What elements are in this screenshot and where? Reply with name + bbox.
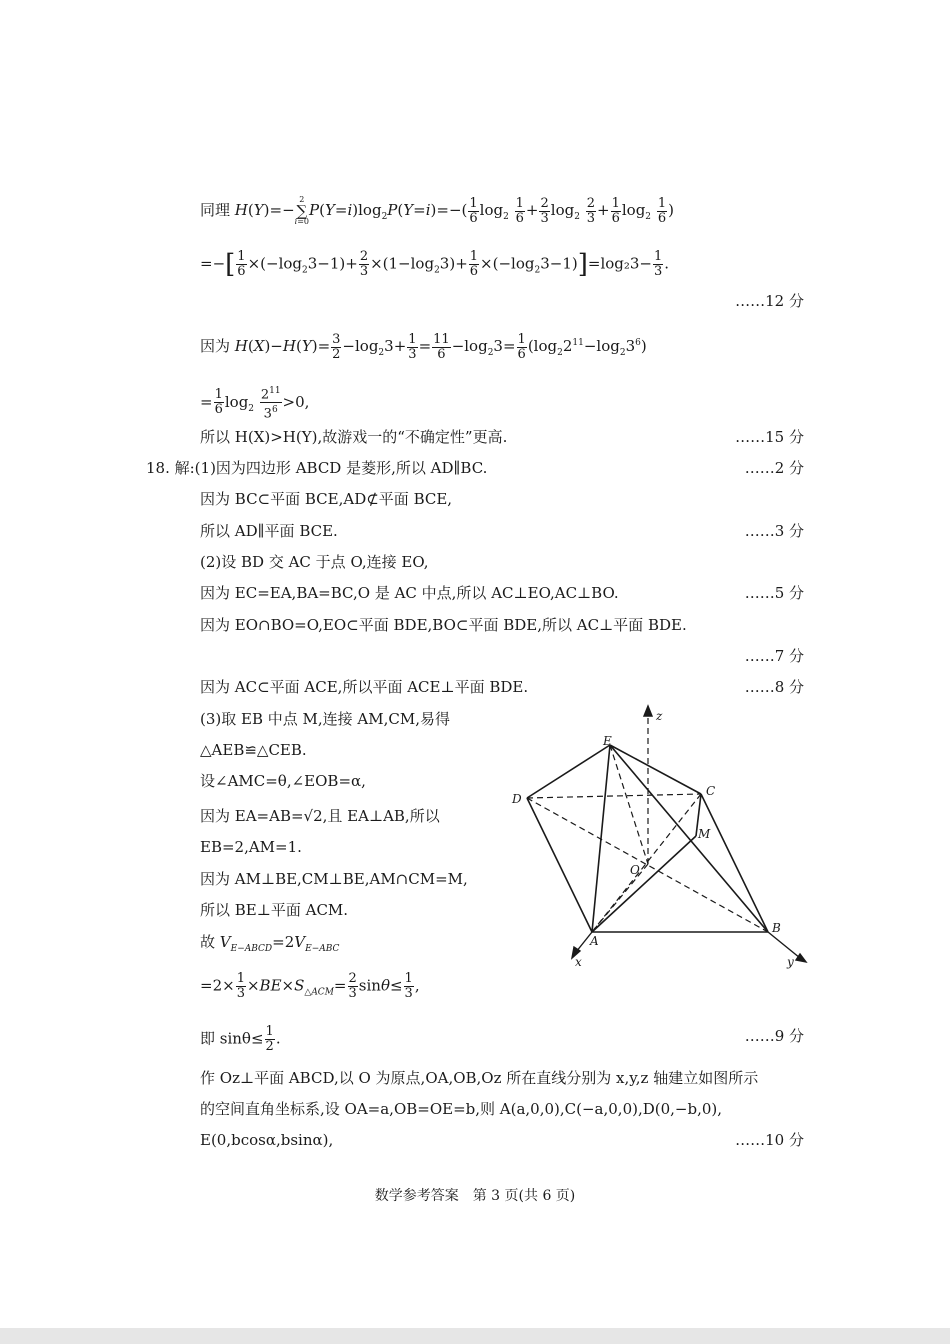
- edge-DC-hidden: [527, 794, 701, 798]
- q18-line-j: 设∠AMC=θ,∠EOB=α,: [200, 772, 366, 790]
- label-E: E: [603, 734, 612, 748]
- y-axis-solid: [768, 932, 800, 958]
- sum-symbol: 2 ∑ i=0: [294, 195, 310, 226]
- edge-EB: [610, 745, 768, 932]
- hy-result: =log₂3−: [587, 254, 652, 273]
- label-B: B: [772, 921, 781, 935]
- hx-minus-hy-line: 因为 H(X)−H(Y)= $\frac{3}{2}$ $-\log_23+$ $\frac{1}{3}$ = $\frac{11}{6}$ $-\log_23=$ $\frac{1}{6}$ $(\log_22^{11}-\log_23^6)$: [200, 331, 647, 362]
- label-C: C: [706, 784, 716, 798]
- score-10: ……10 分: [735, 1131, 804, 1149]
- conclusion-line: 所以 H(X)>H(Y),故游戏一的“不确定性”更高.: [200, 428, 508, 446]
- label-A: A: [590, 934, 599, 948]
- edge-CB: [701, 794, 768, 932]
- score-7: ……7 分: [744, 647, 804, 665]
- q18-part1-line: 18. 解:(1)因为四边形 ABCD 是菱形,所以 AD∥BC.: [146, 459, 488, 477]
- q18-line-e: 因为 EC=EA,BA=BC,O 是 AC 中点,所以 AC⊥EO,AC⊥BO.: [200, 584, 619, 602]
- hx-prefix: 因为: [200, 337, 231, 355]
- hy-definition-line: 同理 H(Y)=−2 ∑ $i=0P(Y=i)\log_2P(Y=i)=-$( $\frac{1}{6}$ $\log_2$ $\frac{1}{6}$ + $\frac{2}{3}$ $\log_2$ $\frac{2}{3}$ + $\frac{1}{6}$ $\log_2$ $\frac{1}{6}$ ): [200, 195, 674, 226]
- q18-line-b: 因为 BC⊂平面 BCE,AD⊄平面 BCE,: [200, 490, 453, 508]
- label-O: O: [630, 863, 640, 877]
- scan-bottom-strip: [0, 1328, 950, 1344]
- q18-volume-line: 故 $V_{E-ABCD}=2V_{E-ABC}$: [200, 933, 340, 954]
- z-axis-arrow: [644, 706, 652, 716]
- hy-prefix: 同理: [200, 201, 231, 219]
- label-z: z: [656, 709, 663, 723]
- q18-line-d: (2)设 BD 交 AC 于点 O,连接 EO,: [200, 553, 429, 571]
- q18-line-i: △AEB≌△CEB.: [200, 741, 307, 759]
- score-9: ……9 分: [744, 1027, 804, 1045]
- q18-line-s: 的空间直角坐标系,设 OA=a,OB=OE=b,则 A(a,0,0),C(−a,0,0),D(0,−b,0),: [200, 1100, 723, 1118]
- hy-evaluation-line: =−[ $\frac{1}{6}$ $\times(-\log_23-1)+$ $\frac{2}{3}$ $\times(1-\log_23)+$ $\frac{1}{6}$ $\times(-\log_23-1)]=\log_23-$ $\frac{1}{3}$ .: [200, 249, 670, 280]
- q18-line-c: 所以 AD∥平面 BCE.: [200, 522, 338, 540]
- sin-prefix: 即 sinθ≤: [200, 1029, 264, 1048]
- q18-line-g: 因为 AC⊂平面 ACE,所以平面 ACE⊥平面 BDE.: [200, 678, 529, 696]
- volume-prefix: 故: [200, 933, 216, 951]
- q18-line-r: 作 Oz⊥平面 ABCD,以 O 为原点,OA,OB,Oz 所在直线分别为 x,y,z 轴建立如图所示: [200, 1069, 759, 1087]
- q18-sin-line: 即 sinθ≤ $\frac{1}{2}$ .: [200, 1024, 281, 1054]
- edge-DA: [527, 798, 592, 932]
- label-D: D: [512, 792, 522, 806]
- score-5: ……5 分: [744, 584, 804, 602]
- q18-line-m: 因为 AM⊥BE,CM⊥BE,AM∩CM=M,: [200, 870, 468, 888]
- q18-line-f: 因为 EO∩BO=O,EO⊂平面 BDE,BO⊂平面 BDE,所以 AC⊥平面 BDE.: [200, 616, 687, 634]
- score-2: ……2 分: [744, 459, 804, 477]
- score-8: ……8 分: [744, 678, 804, 696]
- q18-line-t: E(0,bcosα,bsinα),: [200, 1131, 334, 1149]
- edge-ED: [527, 745, 610, 798]
- q18-volume-bound-line: =2× $\frac{1}{3}$ $\times BE\times S_{\triangle ACM}=$ $\frac{2}{3}$ sinθ≤ $\frac{1}{3}$ ,: [200, 971, 420, 1001]
- label-y: y: [787, 955, 794, 969]
- score-15: ……15 分: [735, 428, 804, 446]
- hx-minus-hy-result-line: = $\frac{1}{6}$ $\log_2$ $\frac{2^{11}}{3^6}$ >0,: [200, 386, 310, 422]
- page-footer: 数学参考答案 第 3 页(共 6 页): [374, 1188, 576, 1204]
- q18-line-l: EB=2,AM=1.: [200, 838, 302, 856]
- q18-line-k: 因为 EA=AB=√2,且 EA⊥AB,所以: [200, 807, 440, 825]
- score-12: ……12 分: [735, 292, 804, 310]
- q18-line-h: (3)取 EB 中点 M,连接 AM,CM,易得: [200, 710, 450, 728]
- label-M: M: [698, 827, 711, 841]
- label-x: x: [575, 955, 582, 969]
- score-3: ……3 分: [744, 522, 804, 540]
- q18-line-n: 所以 BE⊥平面 ACM.: [200, 901, 349, 919]
- pyramid-figure: [500, 700, 820, 980]
